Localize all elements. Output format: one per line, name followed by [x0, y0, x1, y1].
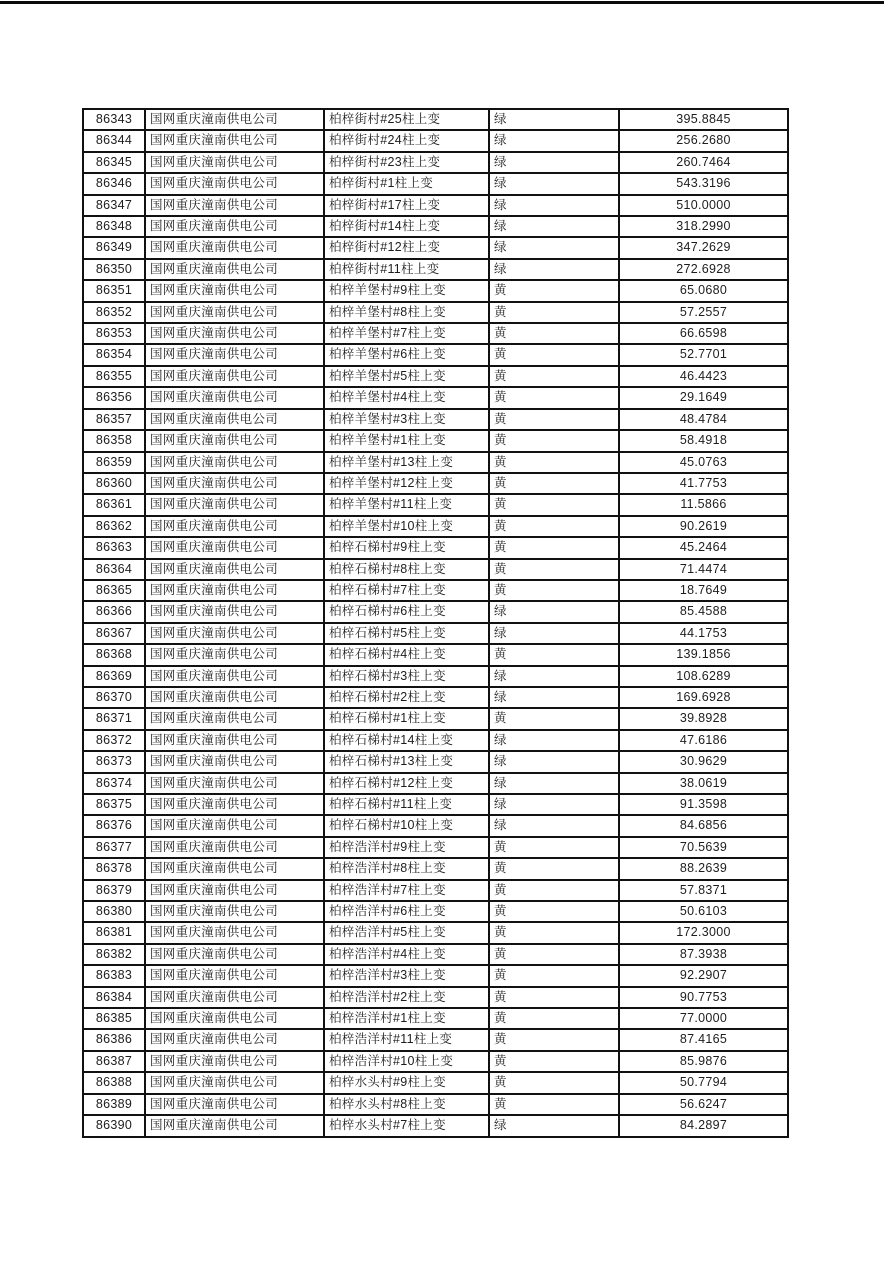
cell-id: 86376	[83, 815, 145, 836]
cell-status: 黄	[489, 387, 619, 408]
cell-id: 86372	[83, 730, 145, 751]
cell-status: 黄	[489, 473, 619, 494]
cell-company: 国网重庆潼南供电公司	[145, 880, 324, 901]
cell-name: 柏梓浩洋村#11柱上变	[324, 1029, 489, 1050]
cell-value: 50.7794	[619, 1072, 788, 1093]
table-row	[83, 1029, 788, 1050]
cell-company: 国网重庆潼南供电公司	[145, 452, 324, 473]
cell-value: 256.2680	[619, 130, 788, 151]
cell-id: 86367	[83, 623, 145, 644]
cell-status: 绿	[489, 130, 619, 151]
cell-value: 84.2897	[619, 1115, 788, 1136]
cell-id: 86361	[83, 494, 145, 515]
cell-company: 国网重庆潼南供电公司	[145, 922, 324, 943]
cell-value: 272.6928	[619, 259, 788, 280]
cell-value: 347.2629	[619, 237, 788, 258]
cell-value: 29.1649	[619, 387, 788, 408]
cell-id: 86389	[83, 1094, 145, 1115]
cell-id: 86348	[83, 216, 145, 237]
cell-name: 柏梓羊堡村#12柱上变	[324, 473, 489, 494]
cell-company: 国网重庆潼南供电公司	[145, 794, 324, 815]
cell-status: 绿	[489, 1115, 619, 1136]
cell-name: 柏梓羊堡村#5柱上变	[324, 366, 489, 387]
cell-status: 黄	[489, 837, 619, 858]
table-row	[83, 794, 788, 815]
cell-status: 绿	[489, 259, 619, 280]
cell-value: 66.6598	[619, 323, 788, 344]
cell-value: 58.4918	[619, 430, 788, 451]
table-row	[83, 965, 788, 986]
cell-name: 柏梓街村#23柱上变	[324, 152, 489, 173]
cell-company: 国网重庆潼南供电公司	[145, 216, 324, 237]
cell-status: 黄	[489, 366, 619, 387]
cell-company: 国网重庆潼南供电公司	[145, 901, 324, 922]
table-row	[83, 644, 788, 665]
cell-company: 国网重庆潼南供电公司	[145, 666, 324, 687]
table-row	[83, 666, 788, 687]
table-row	[83, 922, 788, 943]
cell-id: 86380	[83, 901, 145, 922]
cell-company: 国网重庆潼南供电公司	[145, 409, 324, 430]
cell-company: 国网重庆潼南供电公司	[145, 152, 324, 173]
table-row	[83, 601, 788, 622]
cell-value: 57.2557	[619, 302, 788, 323]
cell-status: 黄	[489, 559, 619, 580]
table-row	[83, 944, 788, 965]
cell-company: 国网重庆潼南供电公司	[145, 965, 324, 986]
cell-value: 44.1753	[619, 623, 788, 644]
cell-value: 543.3196	[619, 173, 788, 194]
cell-id: 86388	[83, 1072, 145, 1093]
cell-id: 86344	[83, 130, 145, 151]
table-row	[83, 323, 788, 344]
cell-value: 41.7753	[619, 473, 788, 494]
transformer-table	[82, 108, 789, 1138]
cell-id: 86364	[83, 559, 145, 580]
table-row	[83, 473, 788, 494]
cell-name: 柏梓浩洋村#6柱上变	[324, 901, 489, 922]
cell-id: 86387	[83, 1051, 145, 1072]
cell-name: 柏梓石梯村#5柱上变	[324, 623, 489, 644]
cell-value: 87.3938	[619, 944, 788, 965]
cell-value: 92.2907	[619, 965, 788, 986]
cell-company: 国网重庆潼南供电公司	[145, 237, 324, 258]
cell-id: 86352	[83, 302, 145, 323]
cell-status: 黄	[489, 858, 619, 879]
cell-status: 绿	[489, 730, 619, 751]
cell-status: 绿	[489, 687, 619, 708]
cell-id: 86390	[83, 1115, 145, 1136]
cell-name: 柏梓羊堡村#9柱上变	[324, 280, 489, 301]
cell-value: 260.7464	[619, 152, 788, 173]
cell-name: 柏梓石梯村#10柱上变	[324, 815, 489, 836]
cell-name: 柏梓街村#17柱上变	[324, 195, 489, 216]
table-row	[83, 559, 788, 580]
cell-id: 86371	[83, 708, 145, 729]
cell-company: 国网重庆潼南供电公司	[145, 730, 324, 751]
cell-id: 86353	[83, 323, 145, 344]
cell-status: 绿	[489, 173, 619, 194]
cell-value: 510.0000	[619, 195, 788, 216]
cell-id: 86346	[83, 173, 145, 194]
cell-value: 56.6247	[619, 1094, 788, 1115]
cell-company: 国网重庆潼南供电公司	[145, 1115, 324, 1136]
table-row	[83, 1072, 788, 1093]
cell-name: 柏梓羊堡村#3柱上变	[324, 409, 489, 430]
cell-name: 柏梓羊堡村#7柱上变	[324, 323, 489, 344]
cell-id: 86343	[83, 109, 145, 130]
table-row	[83, 195, 788, 216]
cell-id: 86383	[83, 965, 145, 986]
table-row	[83, 430, 788, 451]
cell-company: 国网重庆潼南供电公司	[145, 430, 324, 451]
cell-value: 48.4784	[619, 409, 788, 430]
cell-status: 绿	[489, 666, 619, 687]
cell-id: 86351	[83, 280, 145, 301]
cell-status: 绿	[489, 623, 619, 644]
cell-value: 108.6289	[619, 666, 788, 687]
cell-company: 国网重庆潼南供电公司	[145, 751, 324, 772]
cell-name: 柏梓羊堡村#8柱上变	[324, 302, 489, 323]
cell-name: 柏梓石梯村#11柱上变	[324, 794, 489, 815]
cell-id: 86370	[83, 687, 145, 708]
cell-id: 86350	[83, 259, 145, 280]
table-row	[83, 1115, 788, 1136]
cell-status: 黄	[489, 644, 619, 665]
cell-company: 国网重庆潼南供电公司	[145, 858, 324, 879]
cell-value: 87.4165	[619, 1029, 788, 1050]
cell-id: 86354	[83, 344, 145, 365]
table-row	[83, 987, 788, 1008]
cell-id: 86365	[83, 580, 145, 601]
cell-name: 柏梓石梯村#12柱上变	[324, 773, 489, 794]
cell-company: 国网重庆潼南供电公司	[145, 815, 324, 836]
table-row	[83, 516, 788, 537]
cell-status: 绿	[489, 152, 619, 173]
cell-status: 黄	[489, 1072, 619, 1093]
cell-id: 86357	[83, 409, 145, 430]
cell-status: 黄	[489, 452, 619, 473]
cell-company: 国网重庆潼南供电公司	[145, 473, 324, 494]
cell-company: 国网重庆潼南供电公司	[145, 944, 324, 965]
cell-name: 柏梓石梯村#13柱上变	[324, 751, 489, 772]
cell-status: 绿	[489, 601, 619, 622]
cell-status: 黄	[489, 1051, 619, 1072]
cell-id: 86362	[83, 516, 145, 537]
cell-name: 柏梓浩洋村#7柱上变	[324, 880, 489, 901]
cell-company: 国网重庆潼南供电公司	[145, 580, 324, 601]
table-container	[82, 108, 789, 1138]
cell-name: 柏梓浩洋村#9柱上变	[324, 837, 489, 858]
cell-company: 国网重庆潼南供电公司	[145, 494, 324, 515]
table-row	[83, 580, 788, 601]
table-row	[83, 880, 788, 901]
cell-company: 国网重庆潼南供电公司	[145, 987, 324, 1008]
cell-id: 86349	[83, 237, 145, 258]
cell-name: 柏梓石梯村#8柱上变	[324, 559, 489, 580]
table-row	[83, 773, 788, 794]
cell-id: 86379	[83, 880, 145, 901]
cell-status: 黄	[489, 1094, 619, 1115]
cell-status: 黄	[489, 302, 619, 323]
cell-company: 国网重庆潼南供电公司	[145, 601, 324, 622]
cell-name: 柏梓街村#1柱上变	[324, 173, 489, 194]
cell-company: 国网重庆潼南供电公司	[145, 559, 324, 580]
cell-id: 86375	[83, 794, 145, 815]
cell-value: 90.2619	[619, 516, 788, 537]
cell-name: 柏梓街村#11柱上变	[324, 259, 489, 280]
table-row	[83, 837, 788, 858]
cell-value: 70.5639	[619, 837, 788, 858]
cell-status: 黄	[489, 494, 619, 515]
cell-name: 柏梓水头村#9柱上变	[324, 1072, 489, 1093]
cell-status: 黄	[489, 430, 619, 451]
cell-status: 黄	[489, 965, 619, 986]
cell-value: 84.6856	[619, 815, 788, 836]
cell-status: 黄	[489, 922, 619, 943]
cell-company: 国网重庆潼南供电公司	[145, 516, 324, 537]
cell-value: 71.4474	[619, 559, 788, 580]
cell-name: 柏梓石梯村#1柱上变	[324, 708, 489, 729]
cell-id: 86374	[83, 773, 145, 794]
cell-name: 柏梓浩洋村#4柱上变	[324, 944, 489, 965]
cell-company: 国网重庆潼南供电公司	[145, 344, 324, 365]
cell-id: 86356	[83, 387, 145, 408]
cell-id: 86345	[83, 152, 145, 173]
cell-company: 国网重庆潼南供电公司	[145, 1072, 324, 1093]
cell-value: 169.6928	[619, 687, 788, 708]
cell-id: 86377	[83, 837, 145, 858]
cell-name: 柏梓石梯村#14柱上变	[324, 730, 489, 751]
cell-status: 绿	[489, 216, 619, 237]
cell-id: 86381	[83, 922, 145, 943]
cell-company: 国网重庆潼南供电公司	[145, 1008, 324, 1029]
cell-name: 柏梓街村#24柱上变	[324, 130, 489, 151]
cell-company: 国网重庆潼南供电公司	[145, 130, 324, 151]
cell-status: 黄	[489, 280, 619, 301]
cell-company: 国网重庆潼南供电公司	[145, 323, 324, 344]
cell-status: 绿	[489, 815, 619, 836]
cell-name: 柏梓水头村#7柱上变	[324, 1115, 489, 1136]
cell-name: 柏梓浩洋村#2柱上变	[324, 987, 489, 1008]
cell-name: 柏梓街村#25柱上变	[324, 109, 489, 130]
table-row	[83, 387, 788, 408]
cell-status: 绿	[489, 773, 619, 794]
cell-status: 黄	[489, 944, 619, 965]
cell-value: 85.9876	[619, 1051, 788, 1072]
cell-company: 国网重庆潼南供电公司	[145, 537, 324, 558]
cell-status: 绿	[489, 751, 619, 772]
table-row	[83, 109, 788, 130]
cell-company: 国网重庆潼南供电公司	[145, 837, 324, 858]
cell-value: 38.0619	[619, 773, 788, 794]
cell-name: 柏梓羊堡村#1柱上变	[324, 430, 489, 451]
cell-company: 国网重庆潼南供电公司	[145, 773, 324, 794]
cell-value: 57.8371	[619, 880, 788, 901]
table-row	[83, 623, 788, 644]
cell-id: 86363	[83, 537, 145, 558]
table-body	[83, 109, 788, 1137]
cell-company: 国网重庆潼南供电公司	[145, 302, 324, 323]
cell-company: 国网重庆潼南供电公司	[145, 173, 324, 194]
table-row	[83, 730, 788, 751]
cell-name: 柏梓石梯村#2柱上变	[324, 687, 489, 708]
cell-name: 柏梓羊堡村#10柱上变	[324, 516, 489, 537]
cell-name: 柏梓羊堡村#11柱上变	[324, 494, 489, 515]
cell-name: 柏梓羊堡村#13柱上变	[324, 452, 489, 473]
cell-name: 柏梓街村#12柱上变	[324, 237, 489, 258]
cell-value: 91.3598	[619, 794, 788, 815]
cell-name: 柏梓浩洋村#8柱上变	[324, 858, 489, 879]
cell-id: 86347	[83, 195, 145, 216]
cell-value: 318.2990	[619, 216, 788, 237]
cell-id: 86382	[83, 944, 145, 965]
cell-status: 黄	[489, 1008, 619, 1029]
table-row	[83, 409, 788, 430]
table-row	[83, 1051, 788, 1072]
cell-status: 黄	[489, 1029, 619, 1050]
cell-name: 柏梓街村#14柱上变	[324, 216, 489, 237]
cell-company: 国网重庆潼南供电公司	[145, 109, 324, 130]
table-row	[83, 173, 788, 194]
cell-status: 绿	[489, 794, 619, 815]
cell-value: 85.4588	[619, 601, 788, 622]
cell-company: 国网重庆潼南供电公司	[145, 1051, 324, 1072]
cell-id: 86359	[83, 452, 145, 473]
cell-status: 黄	[489, 409, 619, 430]
table-row	[83, 537, 788, 558]
cell-name: 柏梓羊堡村#6柱上变	[324, 344, 489, 365]
cell-name: 柏梓石梯村#6柱上变	[324, 601, 489, 622]
cell-value: 39.8928	[619, 708, 788, 729]
table-row	[83, 1094, 788, 1115]
cell-id: 86369	[83, 666, 145, 687]
cell-status: 黄	[489, 708, 619, 729]
cell-status: 黄	[489, 516, 619, 537]
cell-status: 黄	[489, 987, 619, 1008]
table-row	[83, 152, 788, 173]
table-row	[83, 901, 788, 922]
cell-status: 绿	[489, 237, 619, 258]
cell-name: 柏梓石梯村#3柱上变	[324, 666, 489, 687]
table-row	[83, 280, 788, 301]
cell-status: 黄	[489, 323, 619, 344]
cell-value: 45.2464	[619, 537, 788, 558]
cell-company: 国网重庆潼南供电公司	[145, 195, 324, 216]
cell-status: 黄	[489, 880, 619, 901]
cell-value: 18.7649	[619, 580, 788, 601]
cell-value: 46.4423	[619, 366, 788, 387]
table-row	[83, 259, 788, 280]
table-row	[83, 815, 788, 836]
cell-name: 柏梓水头村#8柱上变	[324, 1094, 489, 1115]
cell-status: 黄	[489, 580, 619, 601]
scan-edge-bar	[0, 1, 884, 4]
cell-company: 国网重庆潼南供电公司	[145, 644, 324, 665]
cell-value: 45.0763	[619, 452, 788, 473]
cell-id: 86385	[83, 1008, 145, 1029]
cell-status: 黄	[489, 344, 619, 365]
cell-value: 172.3000	[619, 922, 788, 943]
table-row	[83, 751, 788, 772]
cell-company: 国网重庆潼南供电公司	[145, 1094, 324, 1115]
table-row	[83, 494, 788, 515]
cell-name: 柏梓浩洋村#1柱上变	[324, 1008, 489, 1029]
cell-value: 52.7701	[619, 344, 788, 365]
cell-id: 86368	[83, 644, 145, 665]
cell-company: 国网重庆潼南供电公司	[145, 387, 324, 408]
cell-value: 139.1856	[619, 644, 788, 665]
cell-value: 11.5866	[619, 494, 788, 515]
cell-value: 395.8845	[619, 109, 788, 130]
table-row	[83, 344, 788, 365]
cell-status: 黄	[489, 901, 619, 922]
table-row	[83, 452, 788, 473]
cell-value: 30.9629	[619, 751, 788, 772]
cell-value: 65.0680	[619, 280, 788, 301]
cell-id: 86373	[83, 751, 145, 772]
cell-value: 50.6103	[619, 901, 788, 922]
cell-id: 86386	[83, 1029, 145, 1050]
table-row	[83, 237, 788, 258]
cell-name: 柏梓浩洋村#3柱上变	[324, 965, 489, 986]
cell-company: 国网重庆潼南供电公司	[145, 259, 324, 280]
table-row	[83, 130, 788, 151]
cell-name: 柏梓羊堡村#4柱上变	[324, 387, 489, 408]
cell-status: 绿	[489, 109, 619, 130]
cell-value: 88.2639	[619, 858, 788, 879]
cell-value: 90.7753	[619, 987, 788, 1008]
cell-company: 国网重庆潼南供电公司	[145, 708, 324, 729]
cell-company: 国网重庆潼南供电公司	[145, 1029, 324, 1050]
cell-status: 黄	[489, 537, 619, 558]
cell-company: 国网重庆潼南供电公司	[145, 623, 324, 644]
table-row	[83, 858, 788, 879]
cell-id: 86360	[83, 473, 145, 494]
cell-company: 国网重庆潼南供电公司	[145, 280, 324, 301]
cell-id: 86355	[83, 366, 145, 387]
table-row	[83, 708, 788, 729]
cell-name: 柏梓石梯村#9柱上变	[324, 537, 489, 558]
cell-id: 86384	[83, 987, 145, 1008]
cell-status: 绿	[489, 195, 619, 216]
cell-id: 86358	[83, 430, 145, 451]
cell-company: 国网重庆潼南供电公司	[145, 687, 324, 708]
cell-company: 国网重庆潼南供电公司	[145, 366, 324, 387]
cell-name: 柏梓浩洋村#5柱上变	[324, 922, 489, 943]
cell-name: 柏梓石梯村#7柱上变	[324, 580, 489, 601]
table-row	[83, 366, 788, 387]
cell-id: 86378	[83, 858, 145, 879]
table-row	[83, 687, 788, 708]
cell-name: 柏梓浩洋村#10柱上变	[324, 1051, 489, 1072]
table-row	[83, 216, 788, 237]
cell-name: 柏梓石梯村#4柱上变	[324, 644, 489, 665]
cell-value: 47.6186	[619, 730, 788, 751]
cell-value: 77.0000	[619, 1008, 788, 1029]
table-row	[83, 302, 788, 323]
table-row	[83, 1008, 788, 1029]
cell-id: 86366	[83, 601, 145, 622]
